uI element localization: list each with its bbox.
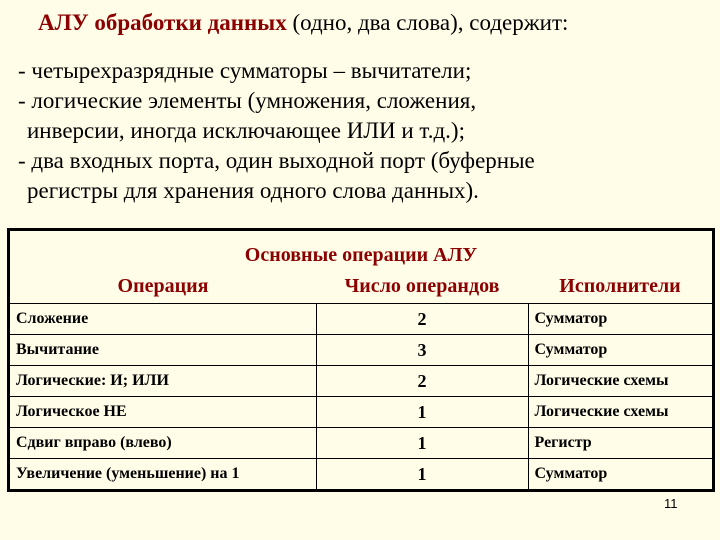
table-row bbox=[9, 304, 714, 335]
cell-executor: Сумматор bbox=[528, 459, 714, 491]
table-header-row bbox=[9, 269, 714, 304]
header-operation: Операция bbox=[9, 269, 317, 304]
cell-operation: Увеличение (уменьшение) на 1 bbox=[9, 459, 317, 491]
cell-executor: Регистр bbox=[528, 428, 714, 459]
bullet-line: - два входных порта, один выходной порт (буферные bbox=[18, 148, 535, 173]
cell-operands: 1 bbox=[316, 397, 528, 428]
cell-executor: Сумматор bbox=[528, 304, 714, 335]
title-rest: (одно, два слова), содержит: bbox=[286, 10, 569, 35]
table-row bbox=[9, 366, 714, 397]
bullet-line: - логические элементы (умножения, сложения, bbox=[18, 88, 477, 113]
cell-operands: 3 bbox=[316, 335, 528, 366]
table-row bbox=[9, 459, 714, 491]
cell-operands: 2 bbox=[316, 304, 528, 335]
table-row bbox=[9, 335, 714, 366]
page-number: 11 bbox=[664, 496, 678, 511]
cell-operation: Сложение bbox=[9, 304, 317, 335]
table-caption: Основные операции АЛУ bbox=[9, 230, 714, 270]
table-row bbox=[9, 397, 714, 428]
bullet-line: - четырехразрядные сумматоры – вычитатели; bbox=[18, 58, 472, 83]
header-executors: Исполнители bbox=[528, 269, 714, 304]
cell-operands: 1 bbox=[316, 428, 528, 459]
cell-executor: Логические схемы bbox=[528, 366, 714, 397]
cell-operands: 1 bbox=[316, 459, 528, 491]
cell-executor: Логические схемы bbox=[528, 397, 714, 428]
bullet-line: регистры для хранения одного слова данных). bbox=[27, 178, 479, 203]
bullet-list bbox=[18, 56, 708, 206]
cell-operands: 2 bbox=[316, 366, 528, 397]
slide-title bbox=[38, 10, 568, 36]
table-row bbox=[9, 428, 714, 459]
header-operands: Число операндов bbox=[316, 269, 528, 304]
bullet-line: инверсии, иногда исключающее ИЛИ и т.д.); bbox=[27, 118, 465, 143]
cell-operation: Сдвиг вправо (влево) bbox=[9, 428, 317, 459]
cell-executor: Сумматор bbox=[528, 335, 714, 366]
cell-operation: Логическое НЕ bbox=[9, 397, 317, 428]
cell-operation: Вычитание bbox=[9, 335, 317, 366]
cell-operation: Логические: И; ИЛИ bbox=[9, 366, 317, 397]
title-emphasis: АЛУ обработки данных bbox=[38, 10, 287, 35]
alu-operations-table bbox=[7, 228, 715, 492]
